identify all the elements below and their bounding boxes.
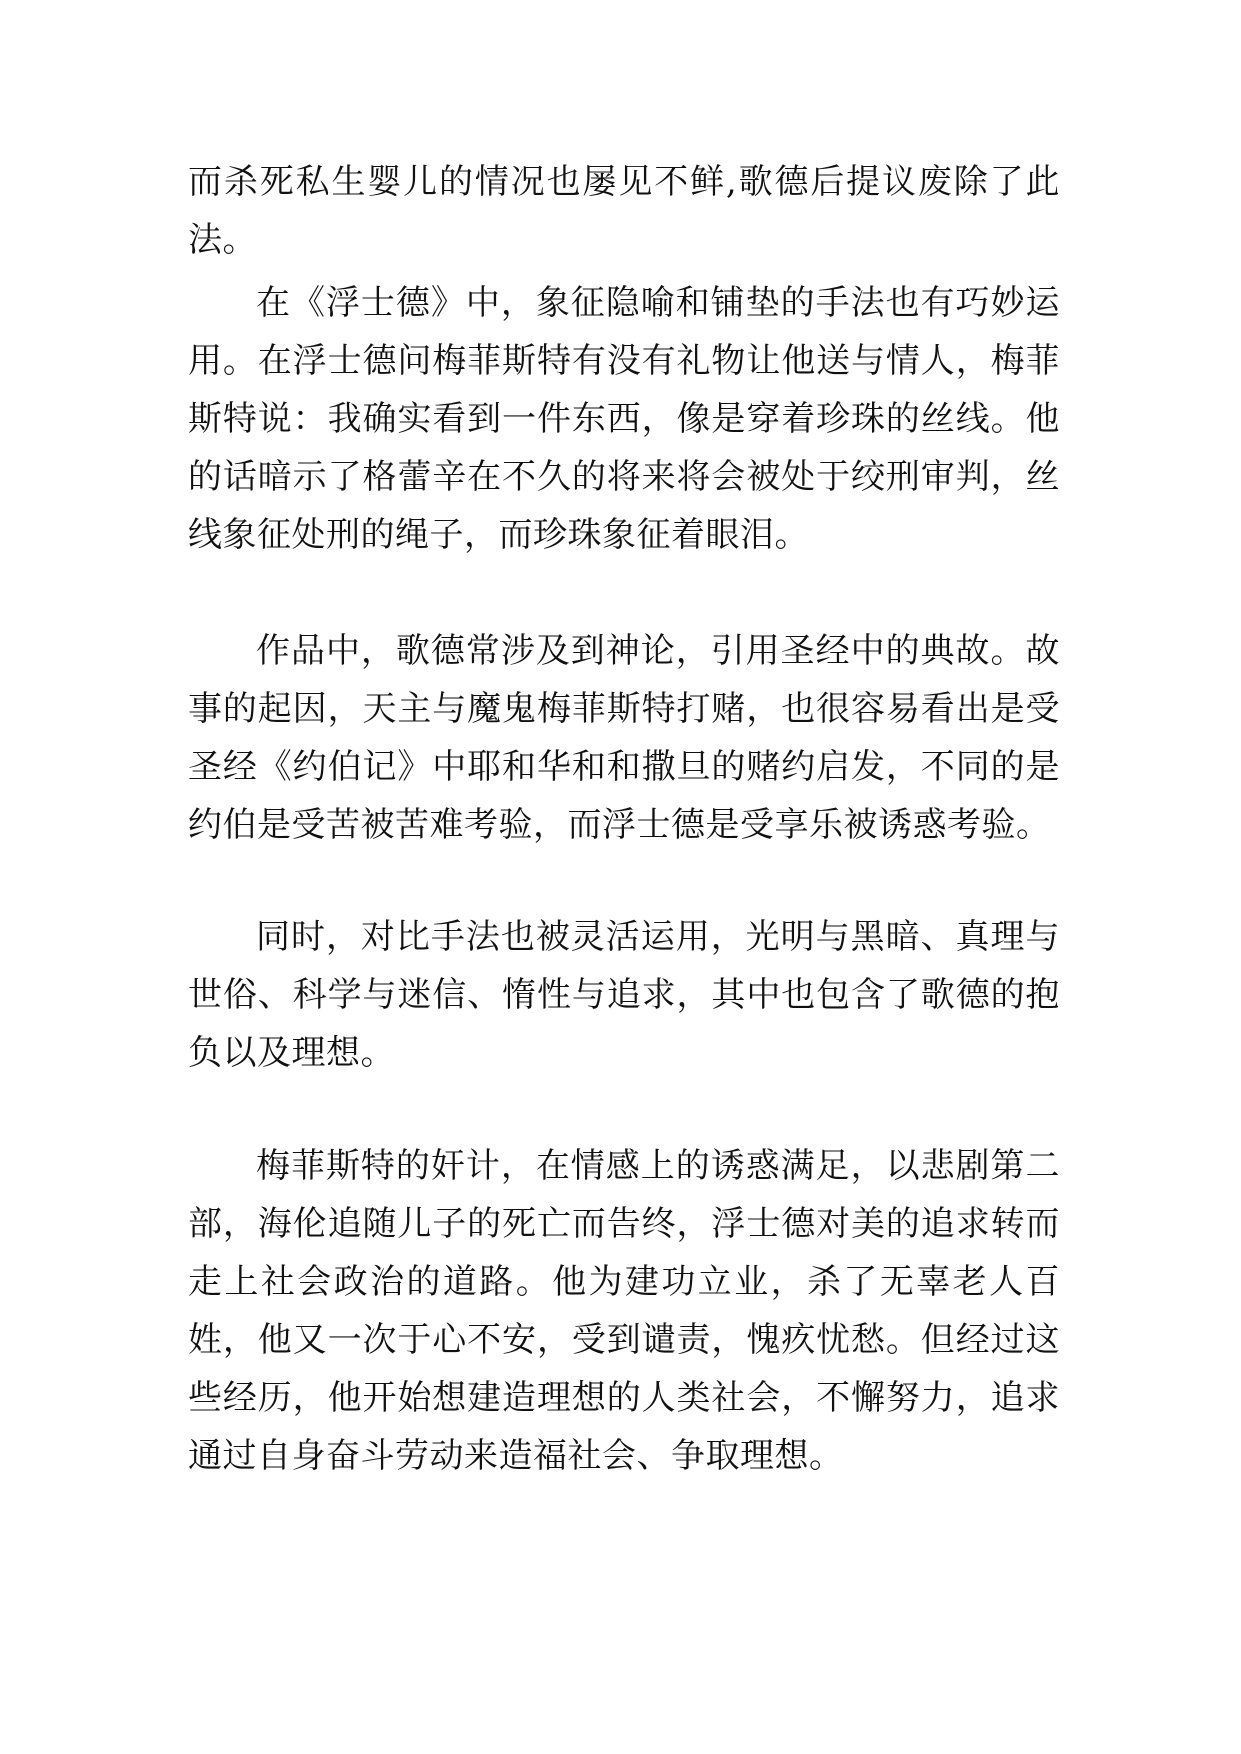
paragraph-mephisto-scheme: 梅菲斯特的奸计，在情感上的诱惑满足，以悲剧第二部，海伦追随儿子的死亡而告终，浮士德对美的追求转而走上社会政治的道路。他为建功立业，杀了无辜老人百姓，他又一次于心不安，受到谴责，愧疚忧愁。但经过这些经历，他开始想建造理想的人类社会，不懈努力，追求通过自身奋斗劳动来造福社会、争取理想。 — [188, 1146, 1060, 1476]
paragraph-bible-allusion: 作品中，歌德常涉及到神论，引用圣经中的典故。故事的起因，天主与魔鬼梅菲斯特打赌，也很容易看出是受圣经《约伯记》中耶和华和和撒旦的赌约启发，不同的是约伯是受苦被苦难考验，而浮士德是受享乐被诱惑考验。 — [188, 631, 1060, 845]
paragraph-contrast: 同时，对比手法也被灵活运用，光明与黑暗、真理与世俗、科学与迷信、惰性与追求，其中也包含了歌德的抱负以及理想。 — [188, 917, 1060, 1073]
paragraph-symbolism: 在《浮士德》中，象征隐喻和铺垫的手法也有巧妙运用。在浮士德问梅菲斯特有没有礼物让他送与情人，梅菲斯特说：我确实看到一件东西，像是穿着珍珠的丝线。他的话暗示了格蕾辛在不久的将来将会被处于绞刑审判，丝线象征处刑的绳子，而珍珠象征着眼泪。 — [188, 283, 1060, 555]
paragraph-continuation: 而杀死私生婴儿的情况也屡见不鲜,歌德后提议废除了此法。 — [188, 162, 1060, 260]
